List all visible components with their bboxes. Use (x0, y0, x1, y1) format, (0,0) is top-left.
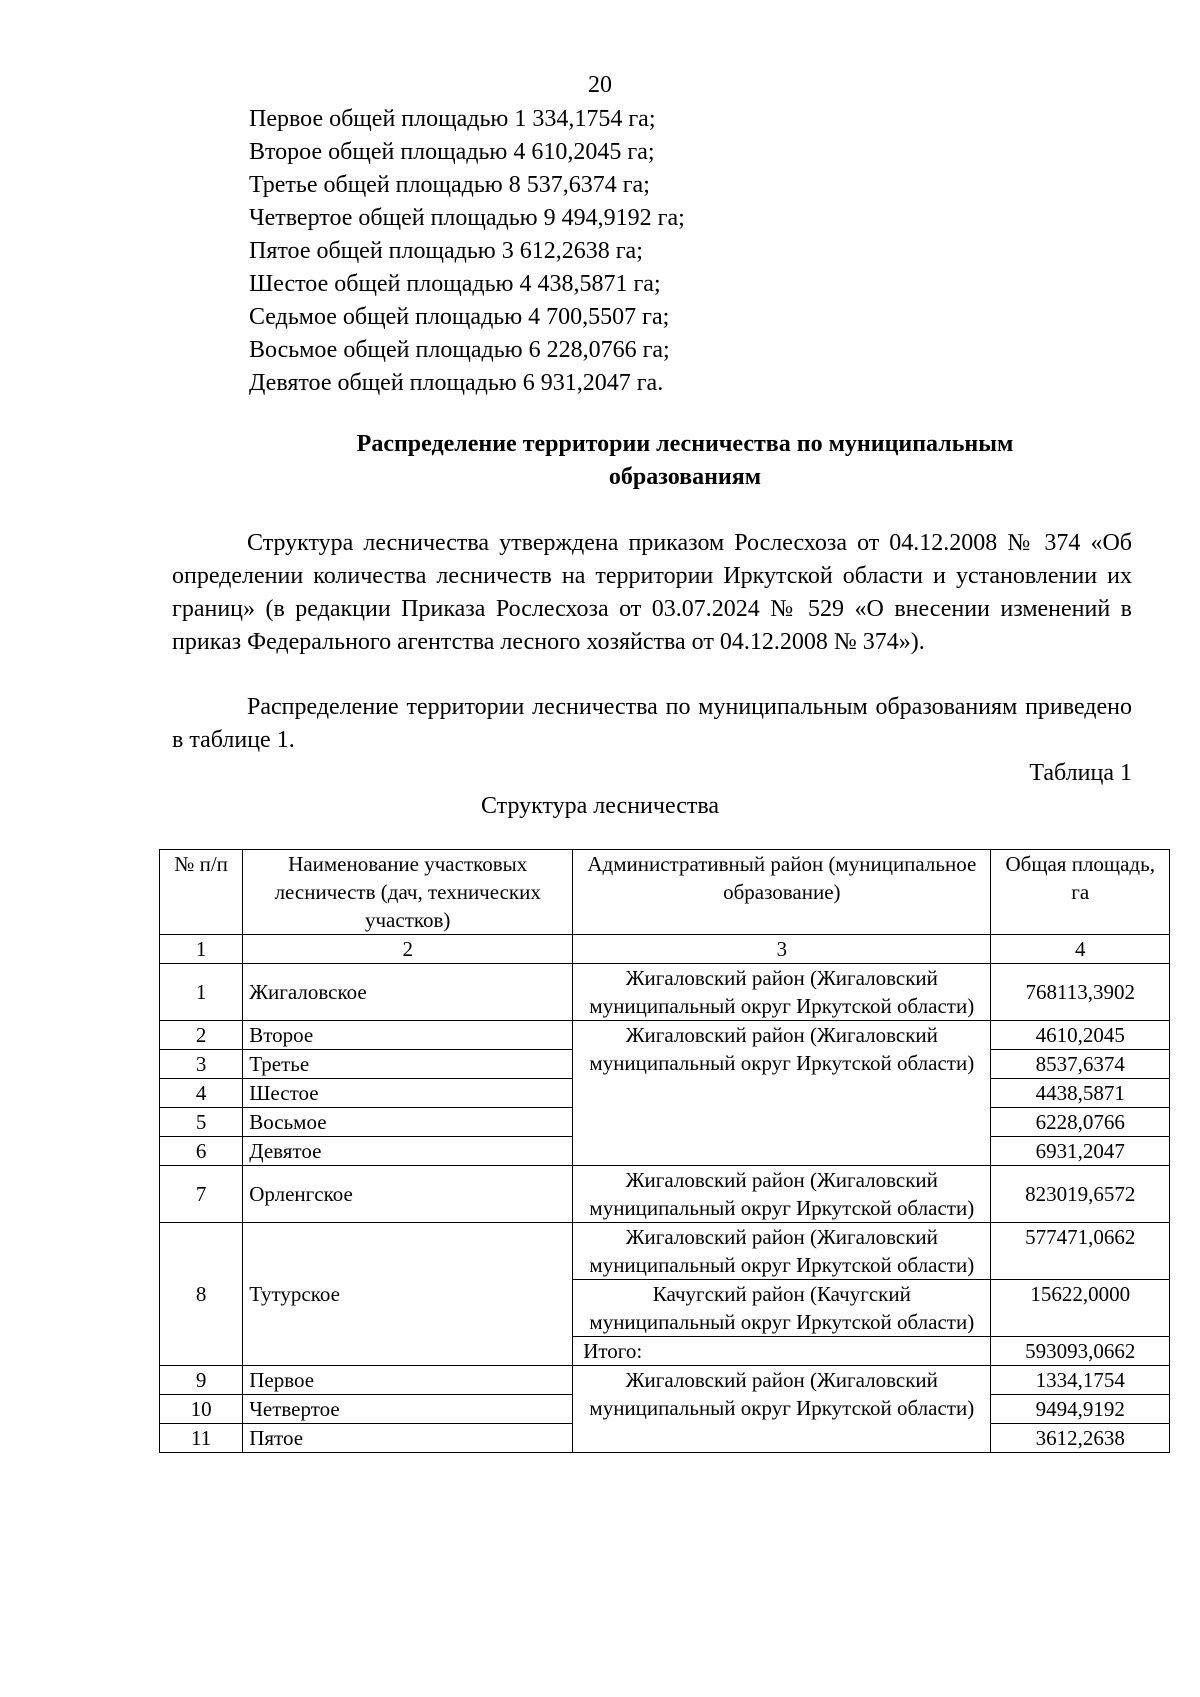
row-name: Шестое (243, 1079, 573, 1108)
row-name: Орленгское (243, 1166, 573, 1223)
row-area: 15622,0000 (991, 1280, 1170, 1337)
row-name: Девятое (243, 1137, 573, 1166)
distribution-paragraph: Распределение территории лесничества по муниципальным образованиям приведено в таблице 1. (172, 694, 1132, 753)
row-name: Пятое (243, 1424, 573, 1453)
row-num: 5 (160, 1108, 243, 1137)
row-num: 6 (160, 1137, 243, 1166)
row-name: Второе (243, 1021, 573, 1050)
total-area: 593093,0662 (991, 1337, 1170, 1366)
row-area: 6931,2047 (991, 1137, 1170, 1166)
area-line: Девятое общей площадью 6 931,2047 га. (249, 370, 664, 396)
row-area: 9494,9192 (991, 1395, 1170, 1424)
row-num: 3 (160, 1050, 243, 1079)
row-num: 1 (160, 964, 243, 1021)
area-line: Седьмое общей площадью 4 700,5507 га; (249, 304, 670, 330)
col-number: 4 (991, 935, 1170, 964)
row-num: 9 (160, 1366, 243, 1395)
table-caption: Структура лесничества (480, 793, 720, 819)
area-line: Третье общей площадью 8 537,6374 га; (249, 172, 650, 198)
row-district: Жигаловский район (Жигаловский муниципальный округ Иркутской области) (573, 964, 991, 1021)
total-label: Итого: (573, 1337, 991, 1366)
row-district: Качугский район (Качугский муниципальный округ Иркутской области) (573, 1280, 991, 1337)
row-name: Четвертое (243, 1395, 573, 1424)
table-header-row (160, 850, 1170, 935)
area-line: Пятое общей площадью 3 612,2638 га; (249, 238, 643, 264)
table-row (160, 1223, 1170, 1280)
table-row (160, 964, 1170, 1021)
row-num: 7 (160, 1166, 243, 1223)
col-number: 1 (160, 935, 243, 964)
table-row (160, 1166, 1170, 1223)
page-number: 20 (588, 72, 612, 98)
row-area: 4438,5871 (991, 1079, 1170, 1108)
column-number-row (160, 935, 1170, 964)
area-line: Четвертое общей площадью 9 494,9192 га; (249, 205, 685, 231)
row-area: 577471,0662 (991, 1223, 1170, 1280)
row-area: 823019,6572 (991, 1166, 1170, 1223)
area-line: Восьмое общей площадью 6 228,0766 га; (249, 337, 670, 363)
structure-paragraph: Структура лесничества утверждена приказом Рослесхоза от 04.12.2008 № 374 «Об определении количества лесничеств на территории Иркутской области и установлении их границ» (в редакции Приказа Рослесхоза от 03.07.2024 № 529 «О внесении изменений в приказ Федерального агентства лесного хозяйства от 04.12.2008 № 374»). (172, 530, 1132, 655)
row-name: Тутурское (243, 1223, 573, 1366)
area-list (249, 103, 685, 400)
row-num: 8 (160, 1223, 243, 1366)
heading-line: Распределение территории лесничества по муниципальным (356, 431, 1014, 457)
header-area: Общая площадь, га (991, 850, 1170, 935)
heading-line: образованиям (608, 464, 762, 490)
row-name: Восьмое (243, 1108, 573, 1137)
area-line: Шестое общей площадью 4 438,5871 га; (249, 271, 661, 297)
area-line: Первое общей площадью 1 334,1754 га; (249, 106, 656, 132)
row-num: 2 (160, 1021, 243, 1050)
header-name: Наименование участковых лесничеств (дач, технических участков) (243, 850, 573, 935)
header-district: Административный район (муниципальное образование) (573, 850, 991, 935)
header-num: № п/п (160, 850, 243, 935)
section-heading (250, 428, 1120, 494)
row-district: Жигаловский район (Жигаловский муниципальный округ Иркутской области) (573, 1166, 991, 1223)
row-num: 4 (160, 1079, 243, 1108)
row-name: Жигаловское (243, 964, 573, 1021)
row-num: 10 (160, 1395, 243, 1424)
row-district: Жигаловский район (Жигаловский муниципальный округ Иркутской области) (573, 1021, 991, 1166)
table-row (160, 1366, 1170, 1395)
row-name: Третье (243, 1050, 573, 1079)
col-number: 2 (243, 935, 573, 964)
forestry-structure-table (159, 849, 1170, 1453)
table-label: Таблица 1 (1029, 760, 1132, 786)
row-num: 11 (160, 1424, 243, 1453)
col-number: 3 (573, 935, 991, 964)
row-name: Первое (243, 1366, 573, 1395)
row-district: Жигаловский район (Жигаловский муниципальный округ Иркутской области) (573, 1223, 991, 1280)
area-line: Второе общей площадью 4 610,2045 га; (249, 139, 655, 165)
row-area: 768113,3902 (991, 964, 1170, 1021)
row-area: 1334,1754 (991, 1366, 1170, 1395)
row-area: 4610,2045 (991, 1021, 1170, 1050)
row-area: 3612,2638 (991, 1424, 1170, 1453)
row-area: 6228,0766 (991, 1108, 1170, 1137)
row-district: Жигаловский район (Жигаловский муниципальный округ Иркутской области) (573, 1366, 991, 1453)
table-row (160, 1021, 1170, 1050)
row-area: 8537,6374 (991, 1050, 1170, 1079)
